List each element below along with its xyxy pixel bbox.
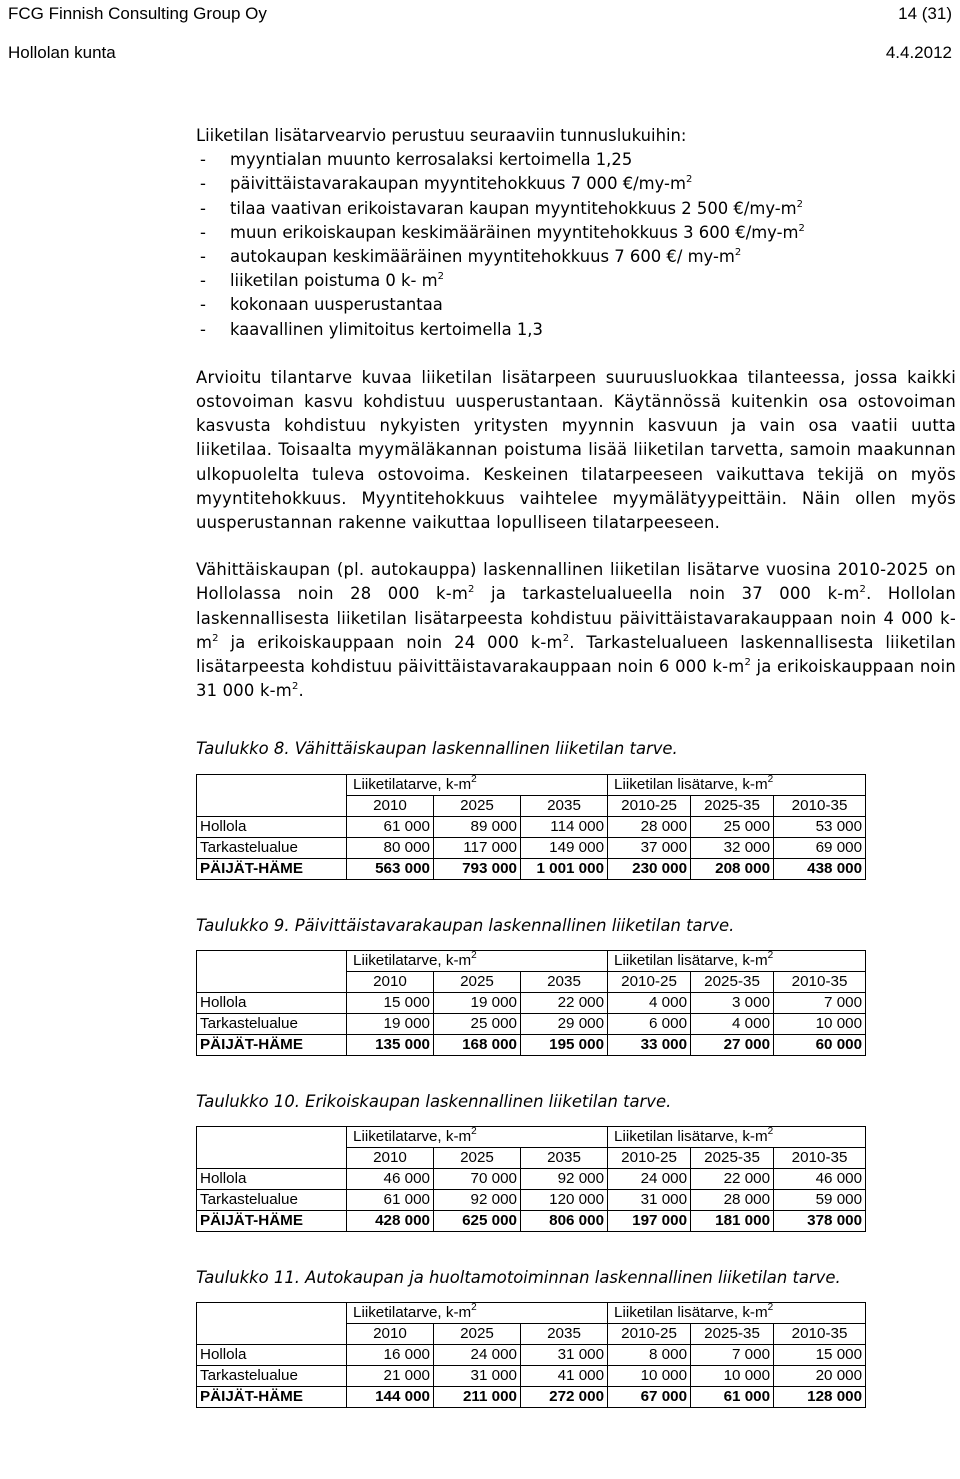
table-cell: 53 000 xyxy=(774,816,866,837)
table-cell: 6 000 xyxy=(608,1013,691,1034)
column-header: 2010-35 xyxy=(774,1324,866,1345)
sup: 2 xyxy=(212,632,219,644)
column-header: 2035 xyxy=(521,1324,608,1345)
page-header-bottom xyxy=(8,43,952,63)
column-group-label: Liiketilatarve, k-m xyxy=(353,775,472,793)
table-cell: 428 000 xyxy=(347,1211,434,1232)
row-label: PÄIJÄT-HÄME xyxy=(197,1387,347,1408)
sup: 2 xyxy=(744,657,752,669)
column-header: 2025-35 xyxy=(691,795,774,816)
data-table xyxy=(196,1302,866,1408)
table-cell: 61 000 xyxy=(347,816,434,837)
column-group-label: Liiketilan lisätarve, k-m xyxy=(614,1128,768,1146)
superscript: 2 xyxy=(767,949,774,961)
superscript: 2 xyxy=(767,773,774,785)
table-cell: 46 000 xyxy=(774,1169,866,1190)
column-header: 2010-25 xyxy=(608,795,691,816)
superscript: 2 xyxy=(734,247,742,259)
intro-list-item xyxy=(196,245,956,269)
document-date: 4.4.2012 xyxy=(885,43,952,62)
sup: 2 xyxy=(468,584,475,596)
table-cell: 3 000 xyxy=(691,992,774,1013)
column-group-header xyxy=(608,1303,866,1324)
table-cell: 149 000 xyxy=(521,837,608,858)
row-label: Hollola xyxy=(197,1345,347,1366)
list-item-text: muun erikoiskaupan keskimääräinen myyntitehokkuus 3 600 €/my-m xyxy=(230,222,799,242)
table-cell: 15 000 xyxy=(347,992,434,1013)
table-cell: 8 000 xyxy=(608,1345,691,1366)
superscript: 2 xyxy=(685,174,693,186)
p2-s4: ja erikoiskauppaan noin 24 000 k-m xyxy=(218,632,563,652)
table-cell: 31 000 xyxy=(608,1190,691,1211)
table-cell: 128 000 xyxy=(774,1387,866,1408)
table-cell: 7 000 xyxy=(691,1345,774,1366)
table-row xyxy=(197,837,866,858)
table-cell: 793 000 xyxy=(434,858,521,879)
p2-s5: . Tarkastelualueen laskennallisesta liiketilan lisätarpeesta kohdistuu päivittäistavarakauppaan noin 6 000 k-m xyxy=(196,632,956,677)
table-group-header-row xyxy=(197,774,866,795)
table-cell: 22 000 xyxy=(521,992,608,1013)
column-header: 2010 xyxy=(347,1324,434,1345)
sup: 2 xyxy=(291,681,299,693)
table-cell: 41 000 xyxy=(521,1366,608,1387)
table-cell: 25 000 xyxy=(691,816,774,837)
sup: 2 xyxy=(859,584,867,596)
column-header: 2025-35 xyxy=(691,1324,774,1345)
row-label: Hollola xyxy=(197,1169,347,1190)
column-header: 2010 xyxy=(347,971,434,992)
intro-list-item xyxy=(196,197,956,221)
table-cell: 7 000 xyxy=(774,992,866,1013)
column-group-header xyxy=(608,774,866,795)
table-row xyxy=(197,1387,866,1408)
table-group-header-row xyxy=(197,1127,866,1148)
table-cell: 15 000 xyxy=(774,1345,866,1366)
column-header: 2010-25 xyxy=(608,1148,691,1169)
column-header: 2010-35 xyxy=(774,971,866,992)
table-cell: 16 000 xyxy=(347,1345,434,1366)
table-cell: 144 000 xyxy=(347,1387,434,1408)
client-name: Hollolan kunta xyxy=(8,43,116,62)
column-header: 2025 xyxy=(434,1148,521,1169)
row-label: PÄIJÄT-HÄME xyxy=(197,858,347,879)
page-header-top xyxy=(8,4,952,24)
table-cell: 378 000 xyxy=(774,1211,866,1232)
p2-s3: . Hollolan laskennallisesta liiketilan lisätarpeesta kohdistuu päivittäistavarakauppaan noin 4 000 k-m xyxy=(196,584,956,652)
table-group-header-row xyxy=(197,950,866,971)
row-label: Tarkastelualue xyxy=(197,837,347,858)
table-cell: 46 000 xyxy=(347,1169,434,1190)
table-cell: 4 000 xyxy=(691,1013,774,1034)
list-item-text: liiketilan poistuma 0 k- m xyxy=(230,271,438,291)
list-item-text: myyntialan muunto kerrosalaksi kertoimella 1,25 xyxy=(230,150,633,170)
table-cell: 10 000 xyxy=(691,1366,774,1387)
intro-list-item xyxy=(196,148,956,172)
row-label: PÄIJÄT-HÄME xyxy=(197,1034,347,1055)
table-row xyxy=(197,1211,866,1232)
table-row xyxy=(197,1190,866,1211)
table-cell: 20 000 xyxy=(774,1366,866,1387)
list-item-text: autokaupan keskimääräinen myyntitehokkuus 7 600 €/ my-m xyxy=(230,247,735,267)
column-header: 2035 xyxy=(521,971,608,992)
row-label: Hollola xyxy=(197,992,347,1013)
table-row xyxy=(197,1169,866,1190)
table-caption: Taulukko 9. Päivittäistavarakaupan laskennallinen liiketilan tarve. xyxy=(196,915,735,935)
table-row xyxy=(197,992,866,1013)
intro-list-item xyxy=(196,269,956,293)
table-cell: 195 000 xyxy=(521,1034,608,1055)
superscript: 2 xyxy=(767,1302,774,1314)
table-cell: 21 000 xyxy=(347,1366,434,1387)
table-corner-cell xyxy=(197,1303,347,1345)
column-group-label: Liiketilatarve, k-m xyxy=(353,1304,472,1322)
column-header: 2025 xyxy=(434,1324,521,1345)
list-item-text: kaavallinen ylimitoitus kertoimella 1,3 xyxy=(230,319,543,339)
column-group-label: Liiketilan lisätarve, k-m xyxy=(614,951,768,969)
intro-lead: Liiketilan lisätarvearvio perustuu seuraaviin tunnuslukuihin: xyxy=(196,126,687,145)
column-group-header xyxy=(347,774,608,795)
p2-s6: ja erikoiskauppaan noin 31 000 k-m xyxy=(196,657,956,701)
column-group-label: Liiketilatarve, k-m xyxy=(353,1128,472,1146)
column-header: 2010-35 xyxy=(774,1148,866,1169)
table-corner-cell xyxy=(197,1127,347,1169)
p2-s7: . xyxy=(298,681,304,701)
table-cell: 168 000 xyxy=(434,1034,521,1055)
table-cell: 80 000 xyxy=(347,837,434,858)
column-group-label: Liiketilatarve, k-m xyxy=(353,951,472,969)
table-row xyxy=(197,816,866,837)
table-cell: 24 000 xyxy=(434,1345,521,1366)
row-label: Hollola xyxy=(197,816,347,837)
table-row xyxy=(197,1345,866,1366)
table-cell: 208 000 xyxy=(691,858,774,879)
table-cell: 28 000 xyxy=(608,816,691,837)
row-label: Tarkastelualue xyxy=(197,1366,347,1387)
table-cell: 70 000 xyxy=(434,1169,521,1190)
data-table xyxy=(196,774,866,880)
table-cell: 114 000 xyxy=(521,816,608,837)
superscript: 2 xyxy=(798,222,805,234)
table-cell: 59 000 xyxy=(774,1190,866,1211)
table-cell: 625 000 xyxy=(434,1211,521,1232)
intro-list-item xyxy=(196,221,956,245)
p2-s2: ja tarkastelualueella noin 37 000 k-m xyxy=(474,584,860,604)
table-corner-cell xyxy=(197,950,347,992)
table-row xyxy=(197,1366,866,1387)
table-cell: 230 000 xyxy=(608,858,691,879)
column-group-header xyxy=(608,950,866,971)
table-cell: 61 000 xyxy=(691,1387,774,1408)
table-cell: 28 000 xyxy=(691,1190,774,1211)
table-cell: 60 000 xyxy=(774,1034,866,1055)
table-cell: 92 000 xyxy=(521,1169,608,1190)
table-cell: 67 000 xyxy=(608,1387,691,1408)
table-cell: 806 000 xyxy=(521,1211,608,1232)
table-corner-cell xyxy=(197,774,347,816)
superscript: 2 xyxy=(767,1126,774,1138)
table-cell: 33 000 xyxy=(608,1034,691,1055)
column-header: 2025 xyxy=(434,971,521,992)
table-cell: 31 000 xyxy=(434,1366,521,1387)
column-group-label: Liiketilan lisätarve, k-m xyxy=(614,775,768,793)
table-cell: 1 001 000 xyxy=(521,858,608,879)
table-cell: 24 000 xyxy=(608,1169,691,1190)
page-number: 14 (31) xyxy=(898,4,952,23)
column-group-header xyxy=(347,1303,608,1324)
table-caption: Taulukko 10. Erikoiskaupan laskennallinen liiketilan tarve. xyxy=(196,1091,672,1111)
table-cell: 92 000 xyxy=(434,1190,521,1211)
superscript: 2 xyxy=(796,198,804,210)
list-item-text: tilaa vaativan erikoistavaran kaupan myyntitehokkuus 2 500 €/my-m xyxy=(230,198,797,218)
row-label: PÄIJÄT-HÄME xyxy=(197,1211,347,1232)
superscript: 2 xyxy=(471,1126,477,1138)
company-name: FCG Finnish Consulting Group Oy xyxy=(8,4,267,23)
superscript: 2 xyxy=(471,949,477,961)
table-caption: Taulukko 11. Autokaupan ja huoltamotoiminnan laskennallinen liiketilan tarve. xyxy=(196,1268,841,1288)
table-cell: 31 000 xyxy=(521,1345,608,1366)
table-cell: 120 000 xyxy=(521,1190,608,1211)
intro-list-item xyxy=(196,293,956,317)
column-header: 2025 xyxy=(434,795,521,816)
table-caption: Taulukko 8. Vähittäiskaupan laskennallinen liiketilan tarve. xyxy=(196,739,678,759)
column-group-header xyxy=(347,1127,608,1148)
data-table xyxy=(196,1126,866,1232)
table-cell: 37 000 xyxy=(608,837,691,858)
table-cell: 181 000 xyxy=(691,1211,774,1232)
table-cell: 197 000 xyxy=(608,1211,691,1232)
superscript: 2 xyxy=(471,773,477,785)
intro-list-item xyxy=(196,172,956,196)
superscript: 2 xyxy=(437,271,444,283)
table-cell: 19 000 xyxy=(347,1013,434,1034)
table-cell: 563 000 xyxy=(347,858,434,879)
column-header: 2010-25 xyxy=(608,971,691,992)
table-cell: 10 000 xyxy=(608,1366,691,1387)
column-header: 2035 xyxy=(521,795,608,816)
table-row xyxy=(197,858,866,879)
column-header: 2035 xyxy=(521,1148,608,1169)
table-cell: 19 000 xyxy=(434,992,521,1013)
table-row xyxy=(197,1013,866,1034)
table-cell: 135 000 xyxy=(347,1034,434,1055)
table-cell: 89 000 xyxy=(434,816,521,837)
table-row xyxy=(197,1034,866,1055)
intro-list xyxy=(196,148,956,342)
paragraph-results xyxy=(196,558,956,703)
intro-list-item xyxy=(196,318,956,342)
p2-s1: Vähittäiskaupan (pl. autokauppa) laskennallinen liiketilan lisätarve vuosina 2010-2025 on Hollolassa noin 28 000 k-m xyxy=(196,560,956,604)
table-cell: 211 000 xyxy=(434,1387,521,1408)
table-cell: 10 000 xyxy=(774,1013,866,1034)
table-cell: 32 000 xyxy=(691,837,774,858)
table-cell: 27 000 xyxy=(691,1034,774,1055)
column-header: 2025-35 xyxy=(691,971,774,992)
table-cell: 61 000 xyxy=(347,1190,434,1211)
table-cell: 22 000 xyxy=(691,1169,774,1190)
column-header: 2010-25 xyxy=(608,1324,691,1345)
column-header: 2010-35 xyxy=(774,795,866,816)
list-item-text: kokonaan uusperustantaa xyxy=(230,295,443,315)
tables-container xyxy=(196,737,956,1408)
table-cell: 272 000 xyxy=(521,1387,608,1408)
paragraph-assessment: Arvioitu tilantarve kuvaa liiketilan lisätarpeen suuruusluokkaa tilanteessa, jossa kaikki ostovoiman kasvu kohdistuu uusperustantaan. Käytännössä kuitenkin osa ostovoiman kasvusta kohdistuu nykyisten yritysten myynnin kasvuun ja vain osa vaatii uutta liiketilaa. Toisaalta myymäläkannan poistuma lisää liiketilan tarvetta, samoin maakunnan ulkopuolelta tuleva ostovoima. Keskeinen tilatarpeeseen vaikuttava tekijä on myös myyntitehokkuus. Myyntitehokkuus vaihtelee myymälätyypeittäin. Näin ollen myös uusperustannan rakenne vaikuttaa lopulliseen tilatarpeeseen. xyxy=(196,367,956,533)
row-label: Tarkastelualue xyxy=(197,1190,347,1211)
sup: 2 xyxy=(562,632,570,644)
row-label: Tarkastelualue xyxy=(197,1013,347,1034)
table-cell: 117 000 xyxy=(434,837,521,858)
table-group-header-row xyxy=(197,1303,866,1324)
column-header: 2010 xyxy=(347,1148,434,1169)
column-group-header xyxy=(347,950,608,971)
column-header: 2025-35 xyxy=(691,1148,774,1169)
table-cell: 438 000 xyxy=(774,858,866,879)
table-cell: 29 000 xyxy=(521,1013,608,1034)
table-cell: 69 000 xyxy=(774,837,866,858)
list-item-text: päivittäistavarakaupan myyntitehokkuus 7 000 €/my-m xyxy=(230,174,686,194)
column-group-header xyxy=(608,1127,866,1148)
column-group-label: Liiketilan lisätarve, k-m xyxy=(614,1304,768,1322)
column-header: 2010 xyxy=(347,795,434,816)
table-cell: 4 000 xyxy=(608,992,691,1013)
data-table xyxy=(196,950,866,1056)
document-body xyxy=(196,124,956,1408)
superscript: 2 xyxy=(471,1302,477,1314)
table-cell: 25 000 xyxy=(434,1013,521,1034)
